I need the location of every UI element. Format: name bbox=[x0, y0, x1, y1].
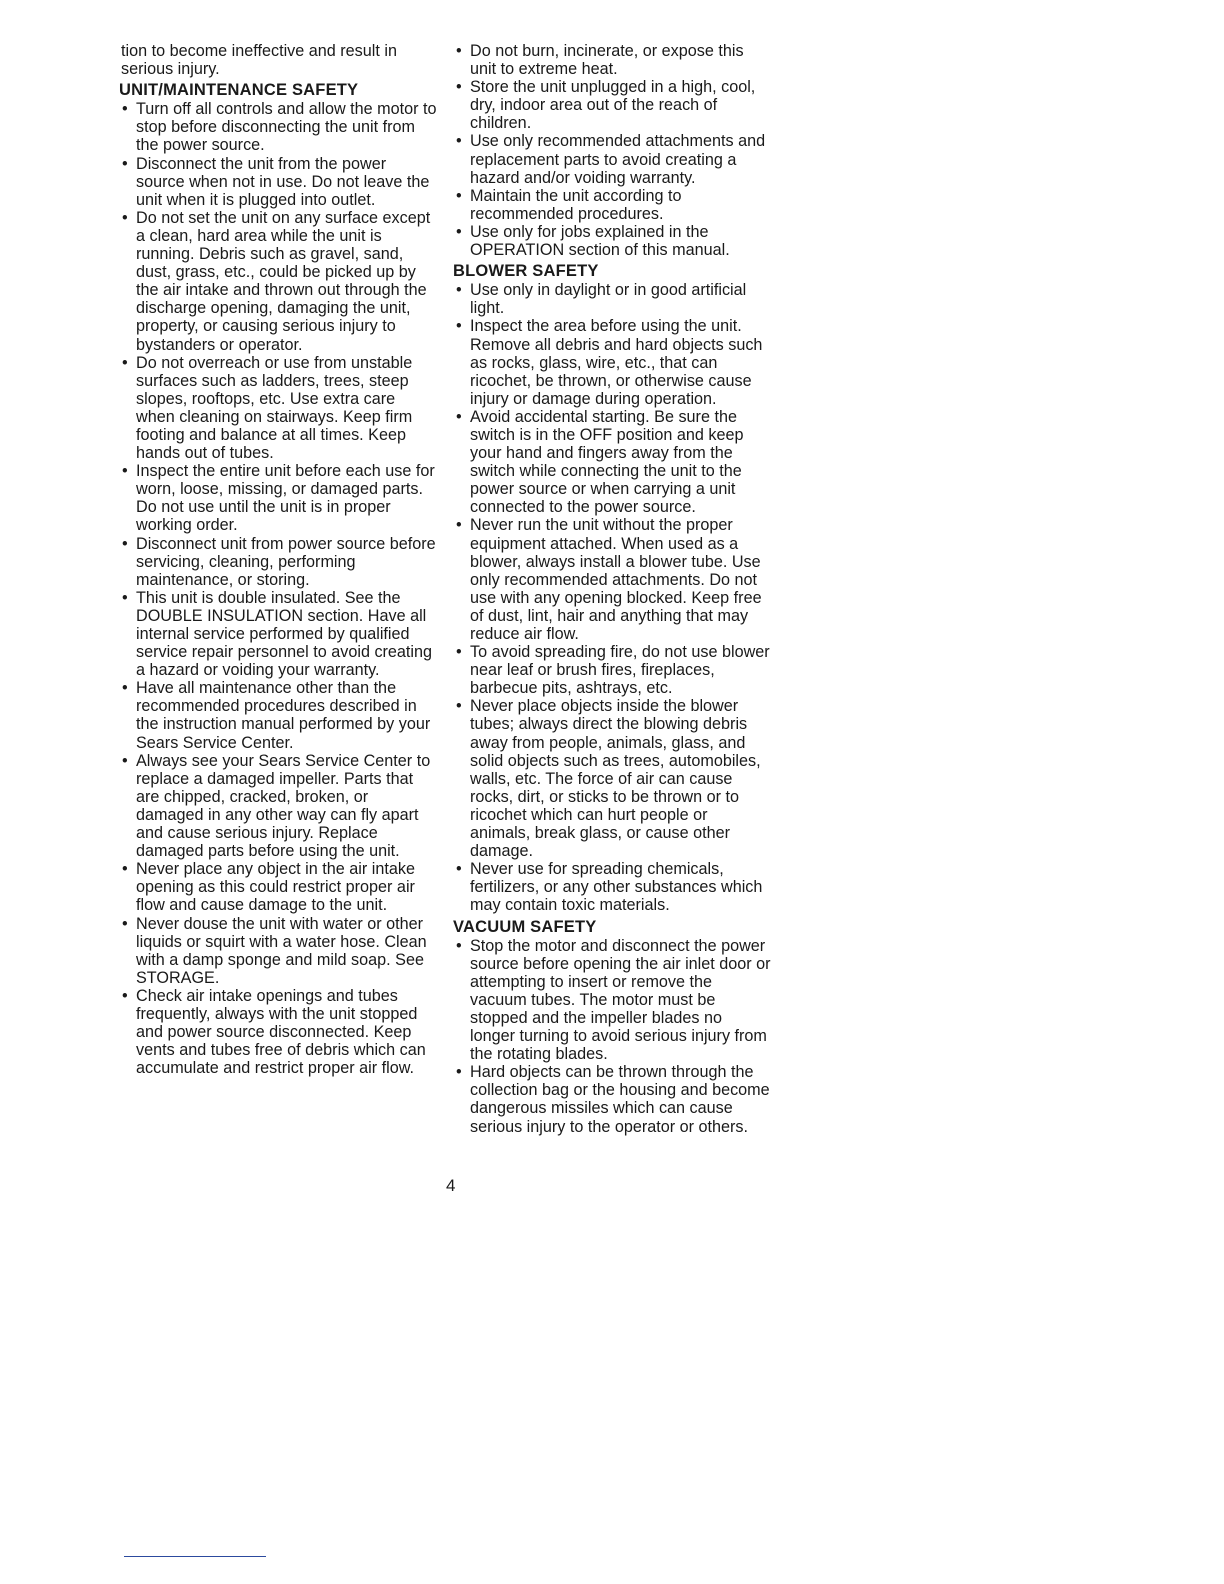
list-item: • Never place any object in the air intake opening as this could restrict proper air flow and cause damage to the unit. bbox=[122, 860, 415, 915]
list-item: • Avoid accidental starting. Be sure the switch is in the OFF position and keep your hand and fingers away from the switch while connecting the unit to the power source or when carrying a unit connected to the power source. bbox=[456, 407, 744, 517]
list-item: • Always see your Sears Service Center to replace a damaged impeller. Parts that are chipped, cracked, broken, or damaged in any other way can fly apart and cause serious injury. Replace damaged parts before using the unit. bbox=[122, 751, 431, 861]
vacuum-safety-list bbox=[453, 937, 771, 1136]
left-column bbox=[119, 42, 437, 1077]
general-safety-continued-list bbox=[453, 42, 771, 259]
list-item: • Disconnect unit from power source before servicing, cleaning, performing maintenance, or storing. bbox=[122, 534, 436, 589]
blower-safety-list bbox=[453, 281, 771, 914]
bullet-icon: • bbox=[456, 222, 462, 241]
page-number: 4 bbox=[446, 1176, 456, 1195]
unit-maintenance-safety-heading: UNIT/MAINTENANCE SAFETY bbox=[119, 81, 359, 100]
vacuum-safety-heading: VACUUM SAFETY bbox=[453, 917, 597, 936]
bullet-icon: • bbox=[122, 208, 128, 227]
list-item: • This unit is double insulated. See the DOUBLE INSULATION section. Have all internal service performed by qualified service repair personnel to avoid creating a hazard or voiding your warranty. bbox=[122, 588, 433, 680]
bullet-icon: • bbox=[122, 462, 128, 481]
bullet-icon: • bbox=[456, 1063, 462, 1082]
bullet-icon: • bbox=[456, 516, 462, 535]
list-item: • Check air intake openings and tubes frequently, always with the unit stopped and power source disconnected. Keep vents and tubes free of debris which can accumulate and restrict proper air flow. bbox=[122, 986, 426, 1078]
list-item: • To avoid spreading fire, do not use blower near leaf or brush fires, fireplaces, barbecue pits, ashtrays, etc. bbox=[456, 643, 770, 698]
bullet-icon: • bbox=[456, 78, 462, 97]
list-item: • Disconnect the unit from the power source when not in use. Do not leave the unit when it is plugged into outlet. bbox=[122, 154, 430, 209]
list-item: • Maintain the unit according to recommended procedures. bbox=[456, 186, 682, 223]
bullet-icon: • bbox=[456, 936, 462, 955]
bullet-icon: • bbox=[456, 643, 462, 662]
list-item: • Do not burn, incinerate, or expose this unit to extreme heat. bbox=[456, 42, 744, 79]
footer-rule bbox=[124, 1556, 266, 1557]
bullet-icon: • bbox=[456, 186, 462, 205]
bullet-icon: • bbox=[122, 751, 128, 770]
list-item: • Never douse the unit with water or other liquids or squirt with a water hose. Clean with a damp sponge and mild soap. See STORAGE. bbox=[122, 914, 427, 987]
list-item: • Store the unit unplugged in a high, cool, dry, indoor area out of the reach of children. bbox=[456, 78, 756, 133]
list-item: • Stop the motor and disconnect the power source before opening the air inlet door or attempting to insert or remove the vacuum tubes. The motor must be stopped and the impeller blades no longer turning to avoid serious injury from the rotating blades. bbox=[456, 936, 771, 1064]
unit-maintenance-safety-list bbox=[119, 100, 437, 1077]
list-item: • Have all maintenance other than the recommended procedures described in the instruction manual performed by your Sears Service Center. bbox=[122, 679, 431, 752]
right-column bbox=[453, 42, 771, 1136]
list-item: • Do not set the unit on any surface except a clean, hard area while the unit is running. Debris such as gravel, sand, dust, grass, etc., could be picked up by the air intake and thrown out through the discharge opening, damaging the unit, property, or causing serious injury to bystanders or operator. bbox=[122, 208, 431, 354]
list-item: • Inspect the entire unit before each use for worn, loose, missing, or damaged parts. Do not use until the unit is in proper working order. bbox=[122, 462, 435, 535]
bullet-icon: • bbox=[456, 697, 462, 716]
bullet-icon: • bbox=[456, 42, 462, 60]
list-item: • Turn off all controls and allow the motor to stop before disconnecting the unit from the power source. bbox=[122, 100, 437, 155]
list-item: • Never place objects inside the blower tubes; always direct the blowing debris away from people, animals, glass, and solid objects such as trees, automobiles, walls, etc. The force of air can cause rocks, dirt, or sticks to be thrown or to ricochet which can hurt people or animals, break glass, or cause other damage. bbox=[456, 697, 761, 861]
bullet-icon: • bbox=[456, 281, 462, 300]
list-item: • Use only recommended attachments and replacement parts to avoid creating a hazard and/or voiding warranty. bbox=[456, 132, 766, 187]
bullet-icon: • bbox=[122, 588, 128, 607]
bullet-icon: • bbox=[122, 986, 128, 1005]
bullet-icon: • bbox=[122, 353, 128, 372]
list-item: • Never use for spreading chemicals, fertilizers, or any other substances which may contain toxic materials. bbox=[456, 860, 763, 915]
list-item: • Do not overreach or use from unstable surfaces such as ladders, trees, steep slopes, rooftops, etc. Use extra care when cleaning on stairways. Keep firm footing and balance at all times. Keep hands out of tubes. bbox=[122, 353, 413, 463]
blower-safety-heading: BLOWER SAFETY bbox=[453, 262, 599, 281]
bullet-icon: • bbox=[122, 100, 128, 119]
bullet-icon: • bbox=[122, 914, 128, 933]
bullet-icon: • bbox=[456, 860, 462, 879]
list-item: • Hard objects can be thrown through the collection bag or the housing and become dangerous missiles which can cause serious injury to the operator or others. bbox=[456, 1063, 770, 1136]
bullet-icon: • bbox=[456, 132, 462, 151]
bullet-icon: • bbox=[122, 679, 128, 698]
bullet-icon: • bbox=[122, 860, 128, 879]
bullet-icon: • bbox=[122, 154, 128, 173]
bullet-icon: • bbox=[456, 317, 462, 336]
intro-text: tion to become ineffective and result in serious injury. bbox=[121, 42, 397, 79]
list-item: • Use only for jobs explained in the OPERATION section of this manual. bbox=[456, 222, 730, 260]
list-item: • Inspect the area before using the unit. Remove all debris and hard objects such as rocks, glass, wire, etc., that can ricochet, be thrown, or otherwise cause injury or damage during operation. bbox=[456, 317, 763, 408]
bullet-icon: • bbox=[122, 534, 128, 553]
list-item: • Never run the unit without the proper equipment attached. When used as a blower, always install a blower tube. Use only recommended attachments. Do not use with any opening blocked. Keep free of dust, lint, hair and anything that may reduce air flow. bbox=[456, 516, 762, 643]
bullet-icon: • bbox=[456, 407, 462, 426]
list-item: • Use only in daylight or in good artificial light. bbox=[456, 281, 747, 318]
